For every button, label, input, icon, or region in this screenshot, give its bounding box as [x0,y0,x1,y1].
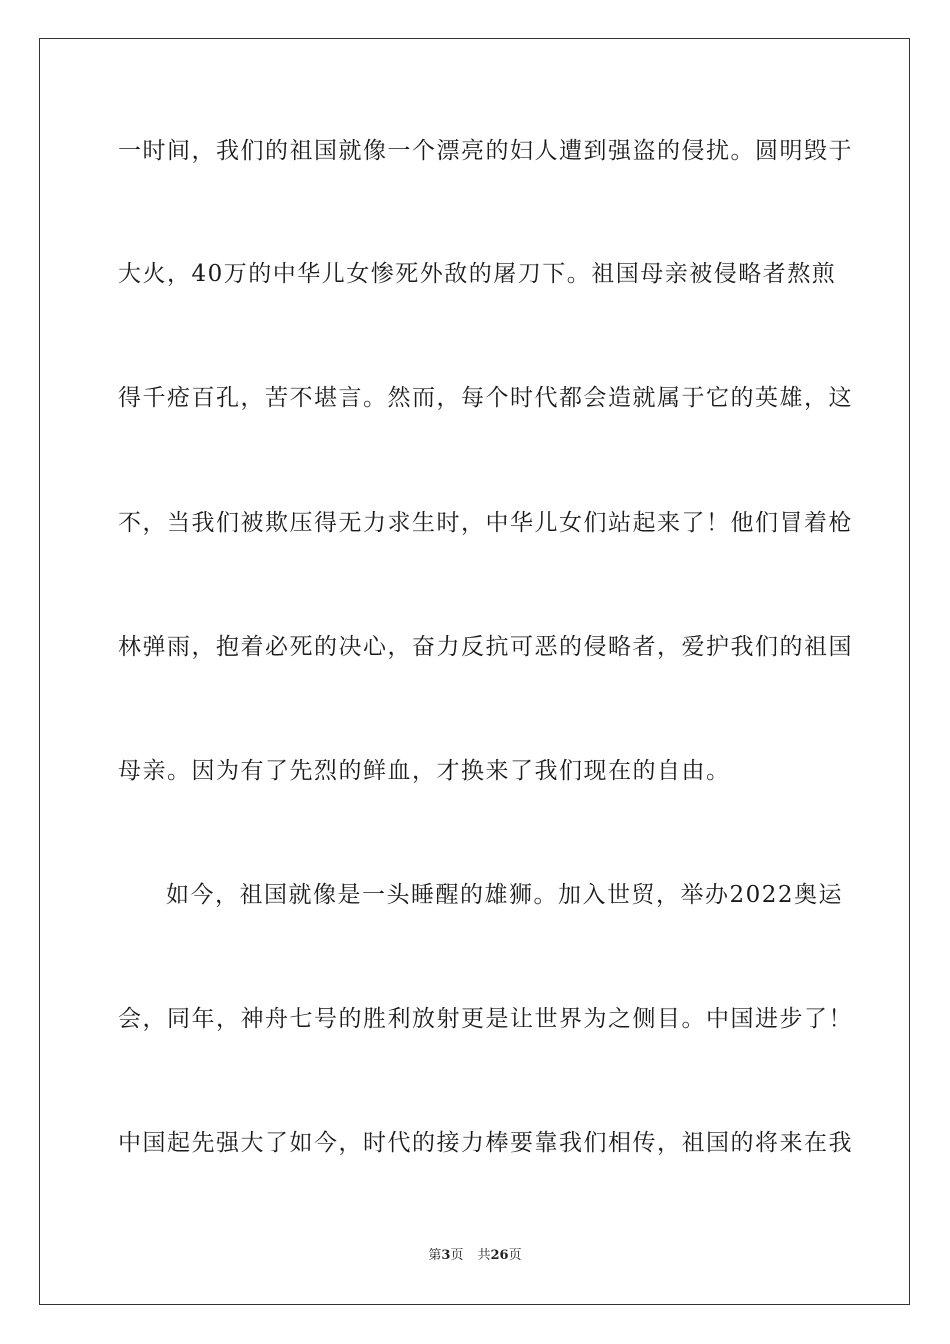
text-line: 会，同年，神舟七号的胜利放射更是让世界为之侧目。中国进步了！ [118,1006,853,1032]
text-line: 一时间，我们的祖国就像一个漂亮的妇人遭到强盗的侵扰。圆明毁于 [118,138,853,164]
text-line: 母亲。因为有了先烈的鲜血，才换来了我们现在的自由。 [118,758,731,784]
paragraph-first-line: 如今，祖国就像是一头睡醒的雄狮。加入世贸，举办2022奥运 [166,882,844,908]
total-label-suffix: 页 [508,1248,522,1263]
text-line: 中国起先强大了如今，时代的接力棒要靠我们相传，祖国的将来在我 [118,1130,853,1156]
text-line: 得千疮百孔，苦不堪言。然而，每个时代都会造就属于它的英雄，这 [118,385,853,411]
page-label-prefix: 第 [428,1248,442,1263]
page-footer [0,1247,950,1265]
text-line: 大火，40万的中华儿女惨死外敌的屠刀下。祖国母亲被侵略者熬煎 [118,261,837,287]
page-border [39,38,910,1305]
page-number: 3 [441,1248,451,1263]
page-label-suffix: 页 [450,1248,464,1263]
text-line: 林弹雨，抱着必死的决心，奋力反抗可恶的侵略者，爱护我们的祖国 [118,634,853,660]
total-label-prefix: 共 [477,1248,491,1263]
total-pages: 26 [490,1248,509,1263]
text-line: 不，当我们被欺压得无力求生时，中华儿女们站起来了！他们冒着枪 [118,510,853,536]
